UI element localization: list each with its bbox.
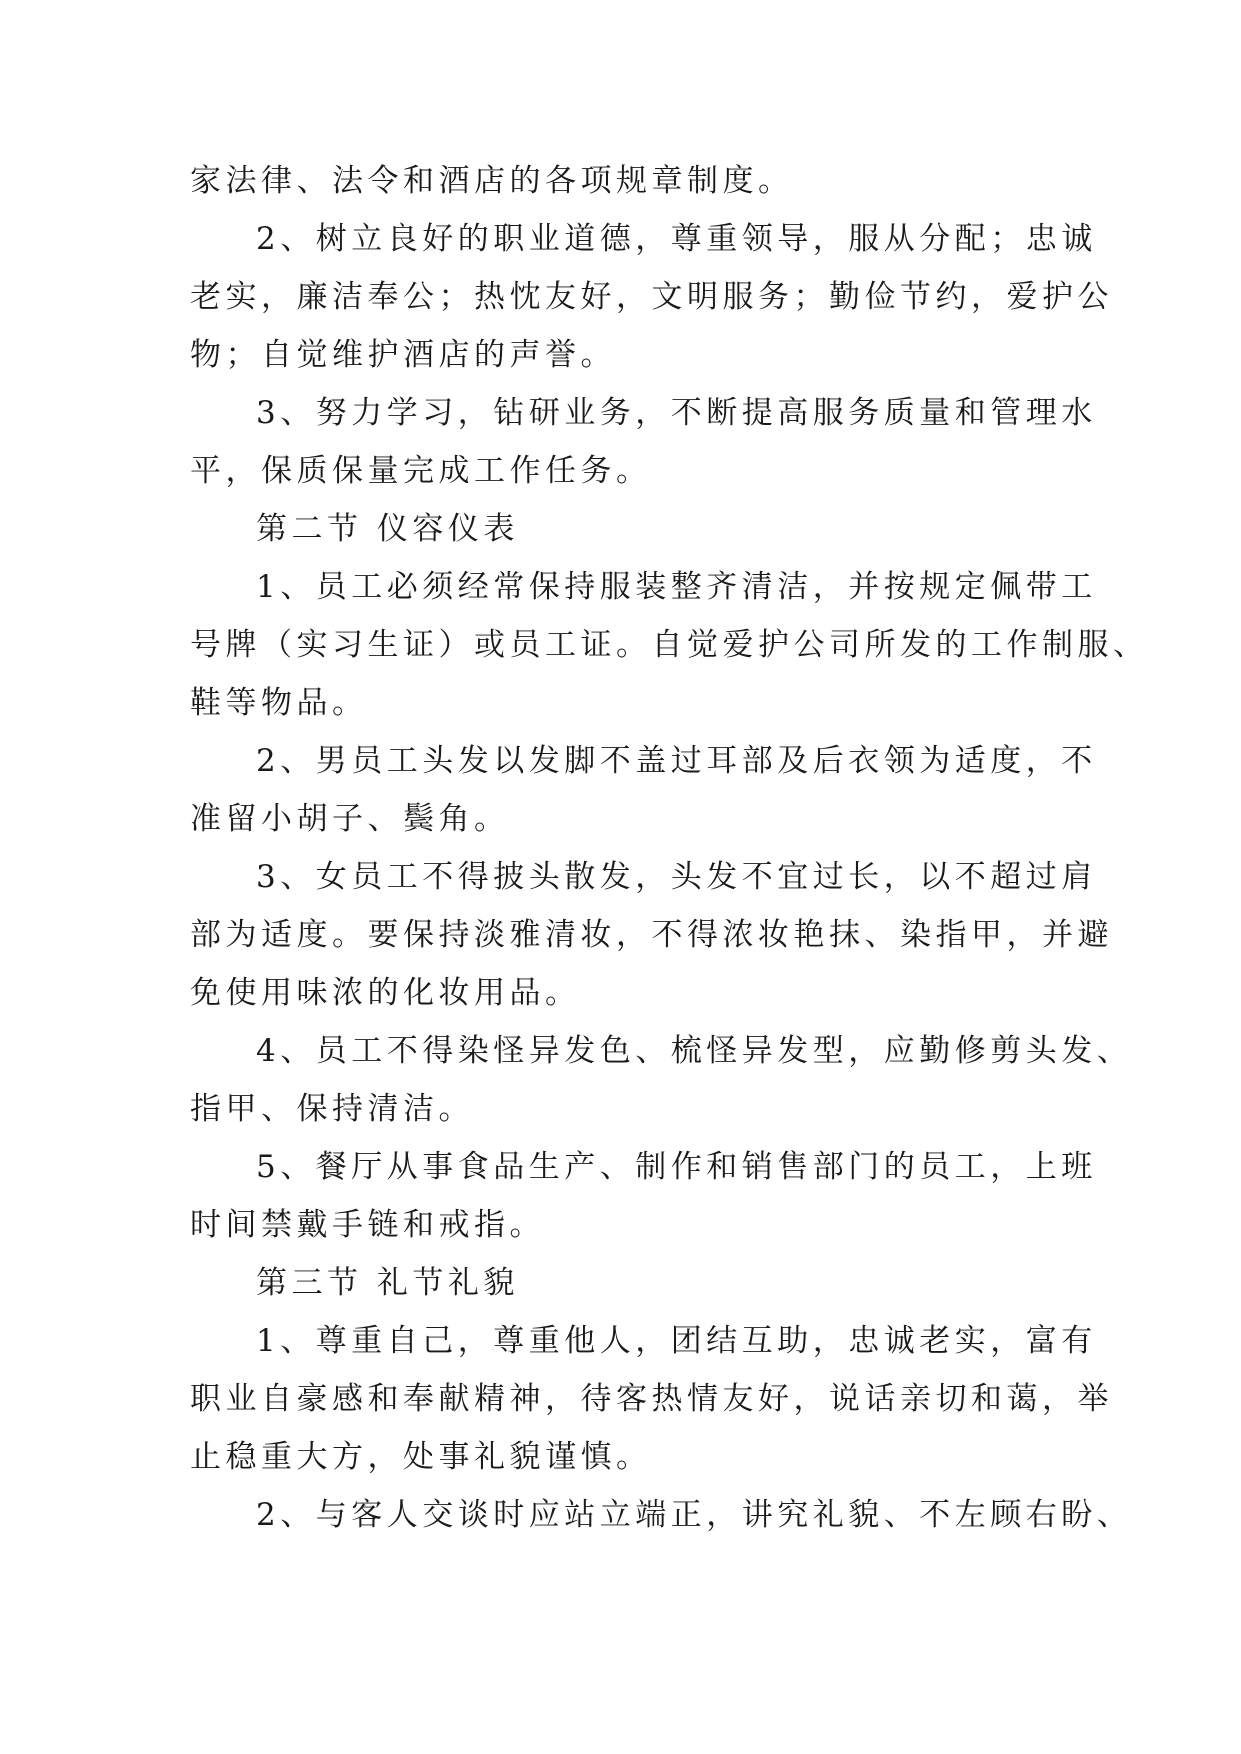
text-line: 鞋等物品。 bbox=[190, 685, 368, 721]
text-line: 准留小胡子、鬓角。 bbox=[190, 801, 510, 837]
text-line: 平，保质保量完成工作任务。 bbox=[190, 453, 652, 489]
text-line: 4、员工不得染怪异发色、梳怪异发型，应勤修剪头发、 bbox=[256, 1033, 1133, 1069]
text-line: 3、女员工不得披头散发，头发不宜过长，以不超过肩 bbox=[256, 859, 1097, 895]
text-line: 5、餐厅从事食品生产、制作和销售部门的员工，上班 bbox=[256, 1149, 1097, 1185]
text-line: 2、树立良好的职业道德，尊重领导，服从分配；忠诚 bbox=[256, 221, 1097, 257]
section-heading: 第二节 仪容仪表 bbox=[256, 511, 519, 547]
text-line: 止稳重大方，处事礼貌谨慎。 bbox=[190, 1439, 652, 1475]
text-line: 家法律、法令和酒店的各项规章制度。 bbox=[190, 163, 794, 199]
text-line: 1、员工必须经常保持服装整齐清洁，并按规定佩带工 bbox=[256, 569, 1097, 605]
text-line: 免使用味浓的化妆用品。 bbox=[190, 975, 581, 1011]
text-line: 2、与客人交谈时应站立端正，讲究礼貌、不左顾右盼、 bbox=[256, 1497, 1133, 1533]
text-line: 部为适度。要保持淡雅清妆，不得浓妆艳抹、染指甲，并避 bbox=[190, 917, 1113, 953]
document-page bbox=[190, 152, 1149, 1544]
text-line: 号牌（实习生证）或员工证。自觉爱护公司所发的工作制服、 bbox=[190, 627, 1149, 663]
text-line: 2、男员工头发以发脚不盖过耳部及后衣领为适度，不 bbox=[256, 743, 1097, 779]
text-line: 指甲、保持清洁。 bbox=[190, 1091, 474, 1127]
text-line: 职业自豪感和奉献精神，待客热情友好，说话亲切和蔼，举 bbox=[190, 1381, 1113, 1417]
section-heading: 第三节 礼节礼貌 bbox=[256, 1265, 519, 1301]
text-line: 3、努力学习，钻研业务，不断提高服务质量和管理水 bbox=[256, 395, 1097, 431]
text-line: 时间禁戴手链和戒指。 bbox=[190, 1207, 545, 1243]
text-line: 物；自觉维护酒店的声誉。 bbox=[190, 337, 616, 373]
text-line: 1、尊重自己，尊重他人，团结互助，忠诚老实，富有 bbox=[256, 1323, 1097, 1359]
text-line: 老实，廉洁奉公；热忱友好，文明服务；勤俭节约，爱护公 bbox=[190, 279, 1113, 315]
